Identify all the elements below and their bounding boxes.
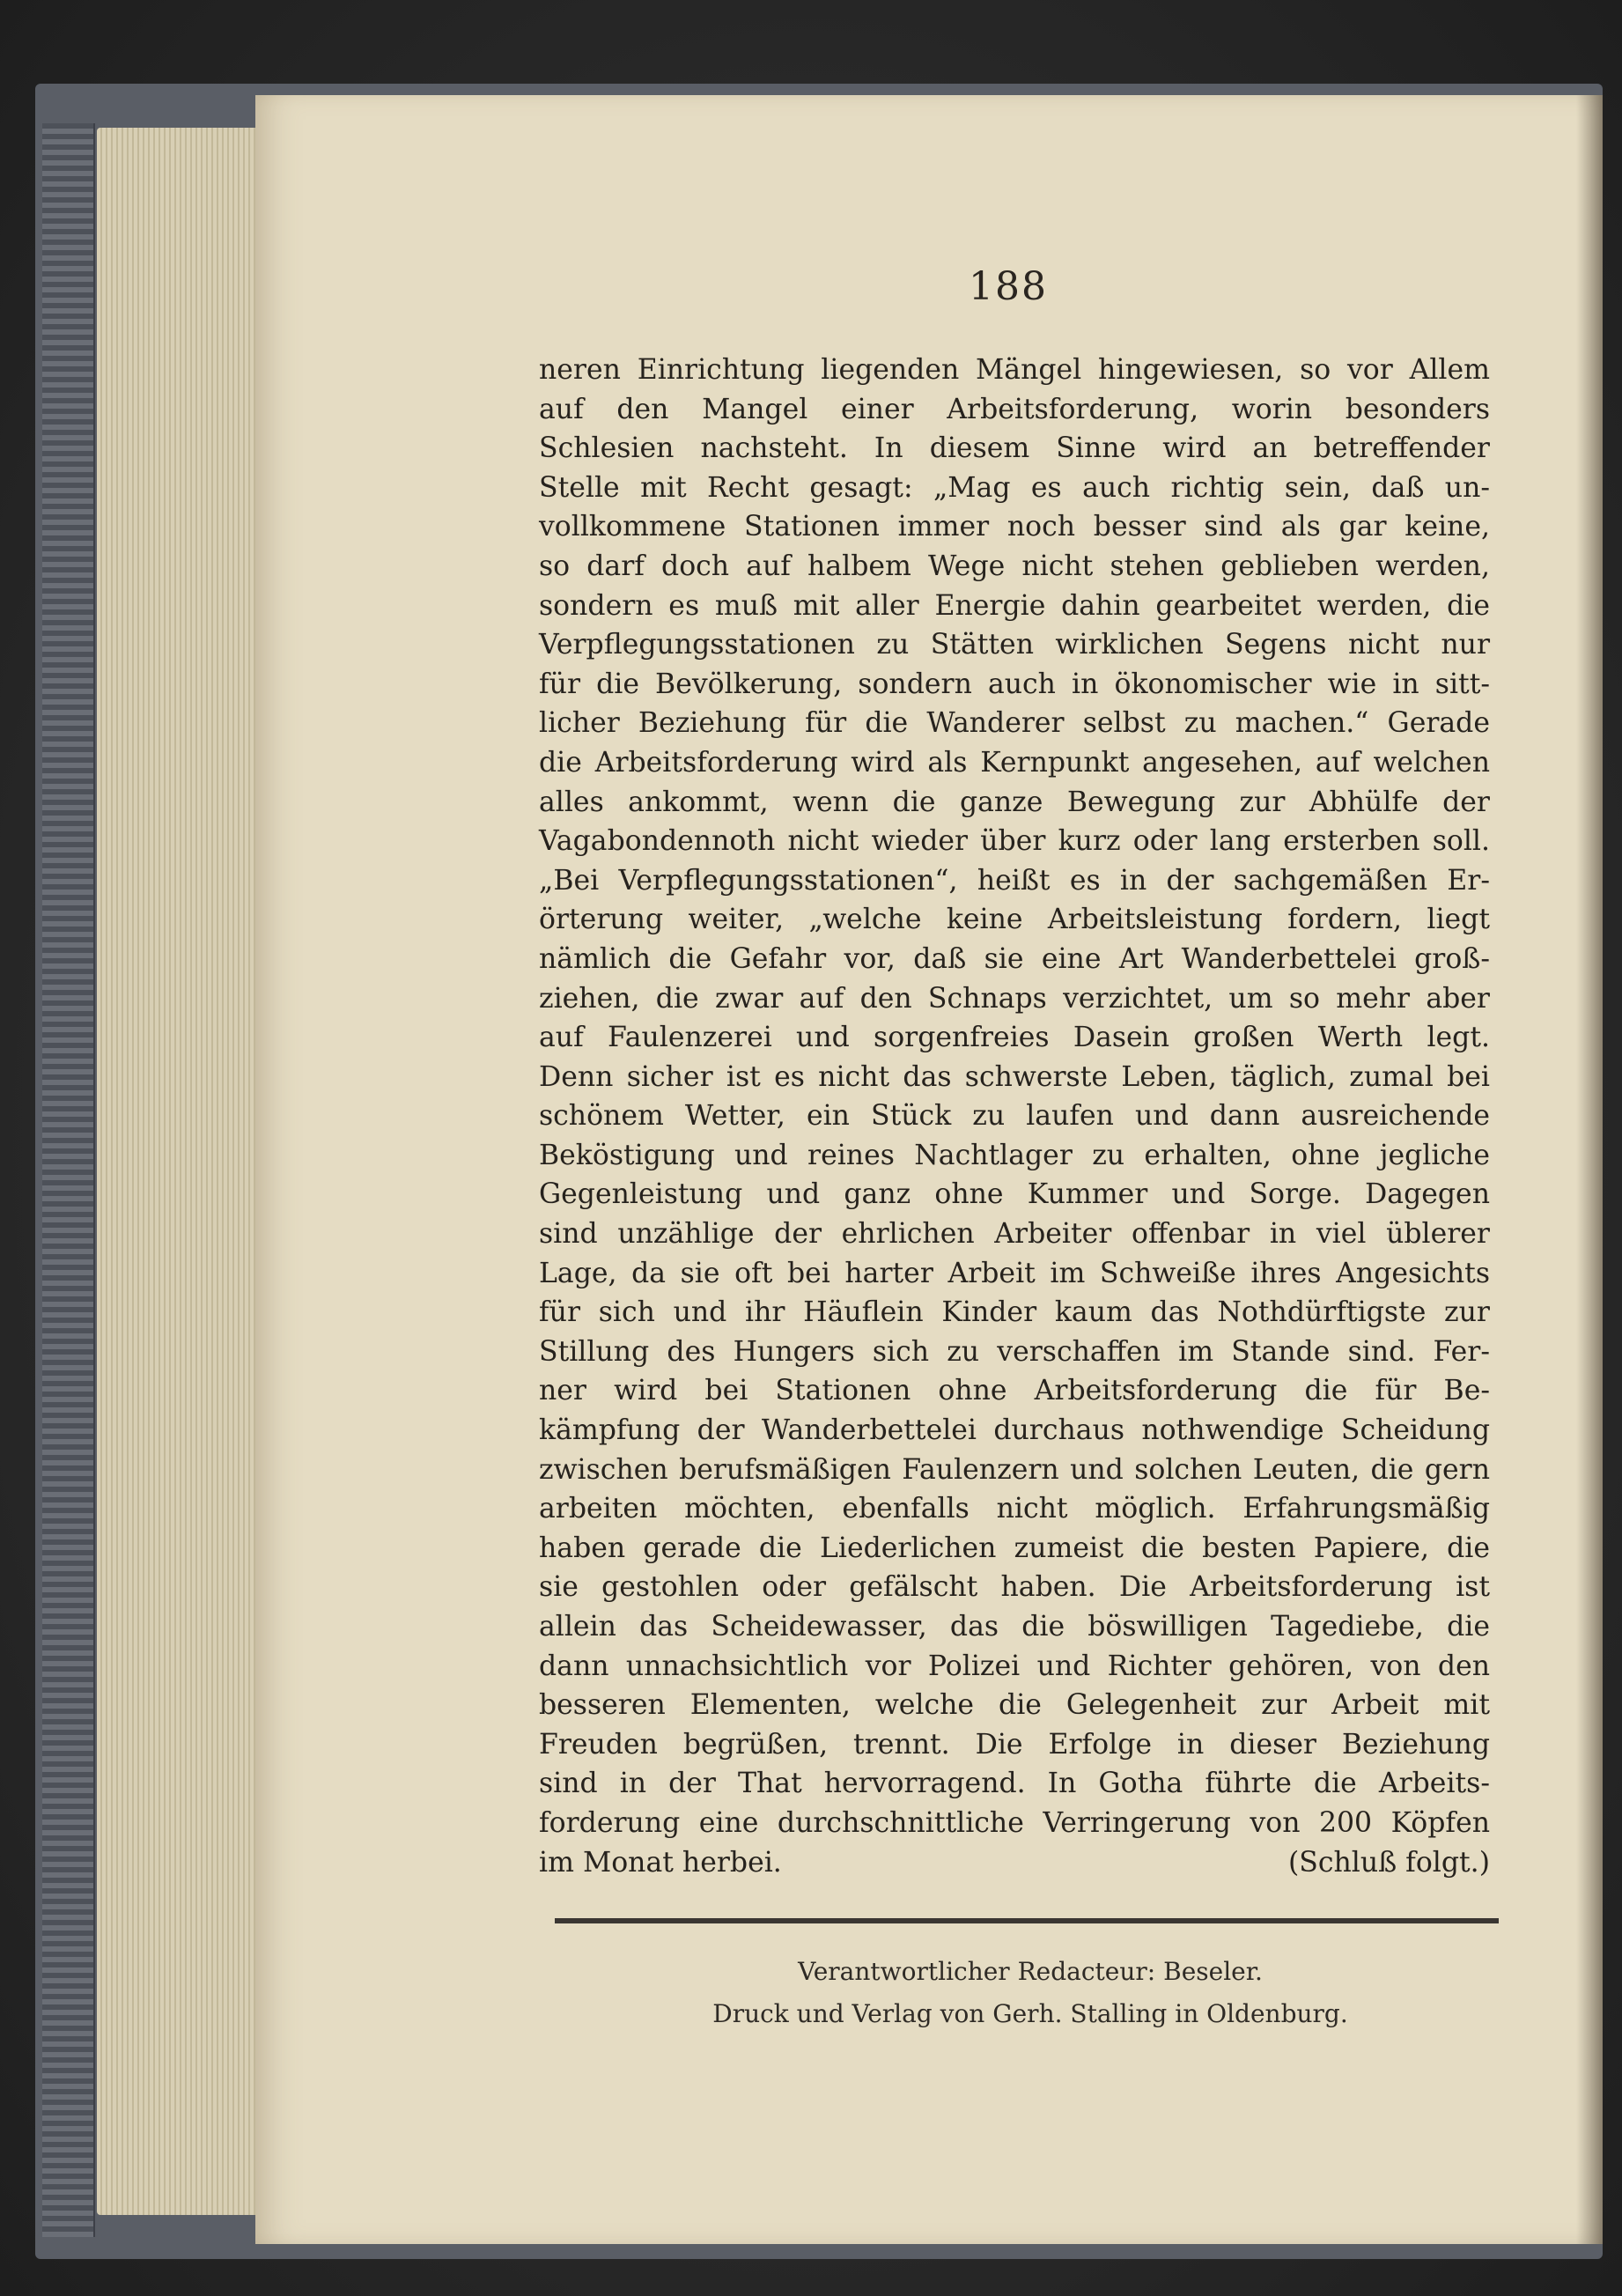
text-line: Vagabondennoth nicht wieder über kurz oder lang ersterben soll. [539,825,1490,858]
text-line: so darf doch auf halbem Wege nicht stehen geblieben werden, [539,550,1490,582]
text-line: sondern es muß mit aller Energie dahin gearbeitet werden, die [539,589,1490,622]
text-line: Verpflegungsstationen zu Stätten wirklichen Segens nicht nur [539,629,1490,661]
text-line: alles ankommt, wenn die ganze Bewegung zur Abhülfe der [539,786,1490,818]
text-line: Freuden begrüßen, trennt. Die Erfolge in dieser Beziehung [539,1728,1490,1761]
text-line: licher Beziehung für die Wanderer selbst zu machen.“ Gerade [539,707,1490,740]
continuation-note: (Schluß folgt.) [1287,1846,1490,1879]
text-line: sie gestohlen oder gefälscht haben. Die Arbeitsforderung ist [539,1571,1490,1604]
footer-rule [555,1918,1499,1923]
text-line: vollkommene Stationen immer noch besser sind als gar keine, [539,511,1490,543]
text-line: ziehen, die zwar auf den Schnaps verzichtet, um so mehr aber [539,982,1490,1015]
text-line: allein das Scheidewasser, das die böswilligen Tagediebe, die [539,1611,1490,1643]
text-line: für sich und ihr Häuflein Kinder kaum das Nothdürftigste zur [539,1296,1490,1329]
text-line: neren Einrichtung liegenden Mängel hingewiesen, so vor Allem [539,354,1490,386]
text-line: zwischen berufsmäßigen Faulenzern und solchen Leuten, die gern [539,1453,1490,1486]
body-text [539,351,1490,1882]
text-line: sind in der That hervorragend. In Gotha führte die Arbeits- [539,1768,1490,1800]
text-line: Gegenleistung und ganz ohne Kummer und Sorge. Dagegen [539,1178,1490,1211]
text-line: besseren Elementen, welche die Gelegenheit zur Arbeit mit [539,1689,1490,1722]
page-number: 188 [969,264,1048,309]
text-line: Beköstigung und reines Nachtlager zu erhalten, ohne jegliche [539,1139,1490,1171]
text-line: forderung eine durchschnittliche Verringerung von 200 Köpfen [539,1806,1490,1839]
text-line: auf den Mangel einer Arbeitsforderung, worin besonders [539,393,1490,425]
text-line: örterung weiter, „welche keine Arbeitsleistung fordern, liegt [539,904,1490,936]
text-line: die Arbeitsforderung wird als Kernpunkt angesehen, auf welchen [539,746,1490,779]
text-line: ner wird bei Stationen ohne Arbeitsforderung die für Be- [539,1375,1490,1407]
closing-text: im Monat herbei. [539,1846,782,1879]
text-line: arbeiten möchten, ebenfalls nicht möglich. Erfahrungsmäßig [539,1493,1490,1525]
editor-line: Verantwortlicher Redacteur: Beseler. [798,1957,1263,1986]
text-line: „Bei Verpflegungsstationen“, heißt es in der sachgemäßen Er- [539,864,1490,897]
text-line: dann unnachsichtlich vor Polizei und Richter gehören, von den [539,1650,1490,1682]
text-line: Denn sicher ist es nicht das schwerste Leben, täglich, zumal bei [539,1060,1490,1093]
text-line: für die Bevölkerung, sondern auch in ökonomischer wie in sitt- [539,668,1490,700]
text-line-last [539,1843,1490,1883]
text-line: nämlich die Gefahr vor, daß sie eine Art Wanderbettelei groß- [539,942,1490,975]
text-line: sind unzählige der ehrlichen Arbeiter offenbar in viel üblerer [539,1218,1490,1251]
publisher-line: Druck und Verlag von Gerh. Stalling in Oldenburg. [712,1999,1348,2028]
text-line: haben gerade die Liederlichen zumeist die besten Papiere, die [539,1532,1490,1564]
text-line: Schlesien nachsteht. In diesem Sinne wird an betreffender [539,432,1490,465]
text-line: Stelle mit Recht gesagt: „Mag es auch richtig sein, daß un- [539,471,1490,504]
page-gutter-shadow [1576,95,1603,2244]
text-line: schönem Wetter, ein Stück zu laufen und dann ausreichende [539,1100,1490,1133]
book-spine [42,123,95,2237]
page-edges [97,128,264,2215]
text-line: auf Faulenzerei und sorgenfreies Dasein großen Werth legt. [539,1022,1490,1054]
text-line: kämpfung der Wanderbettelei durchaus nothwendige Scheidung [539,1414,1490,1447]
text-line: Stillung des Hungers sich zu verschaffen im Stande sind. Fer- [539,1335,1490,1368]
text-line: Lage, da sie oft bei harter Arbeit im Schweiße ihres Angesichts [539,1257,1490,1289]
